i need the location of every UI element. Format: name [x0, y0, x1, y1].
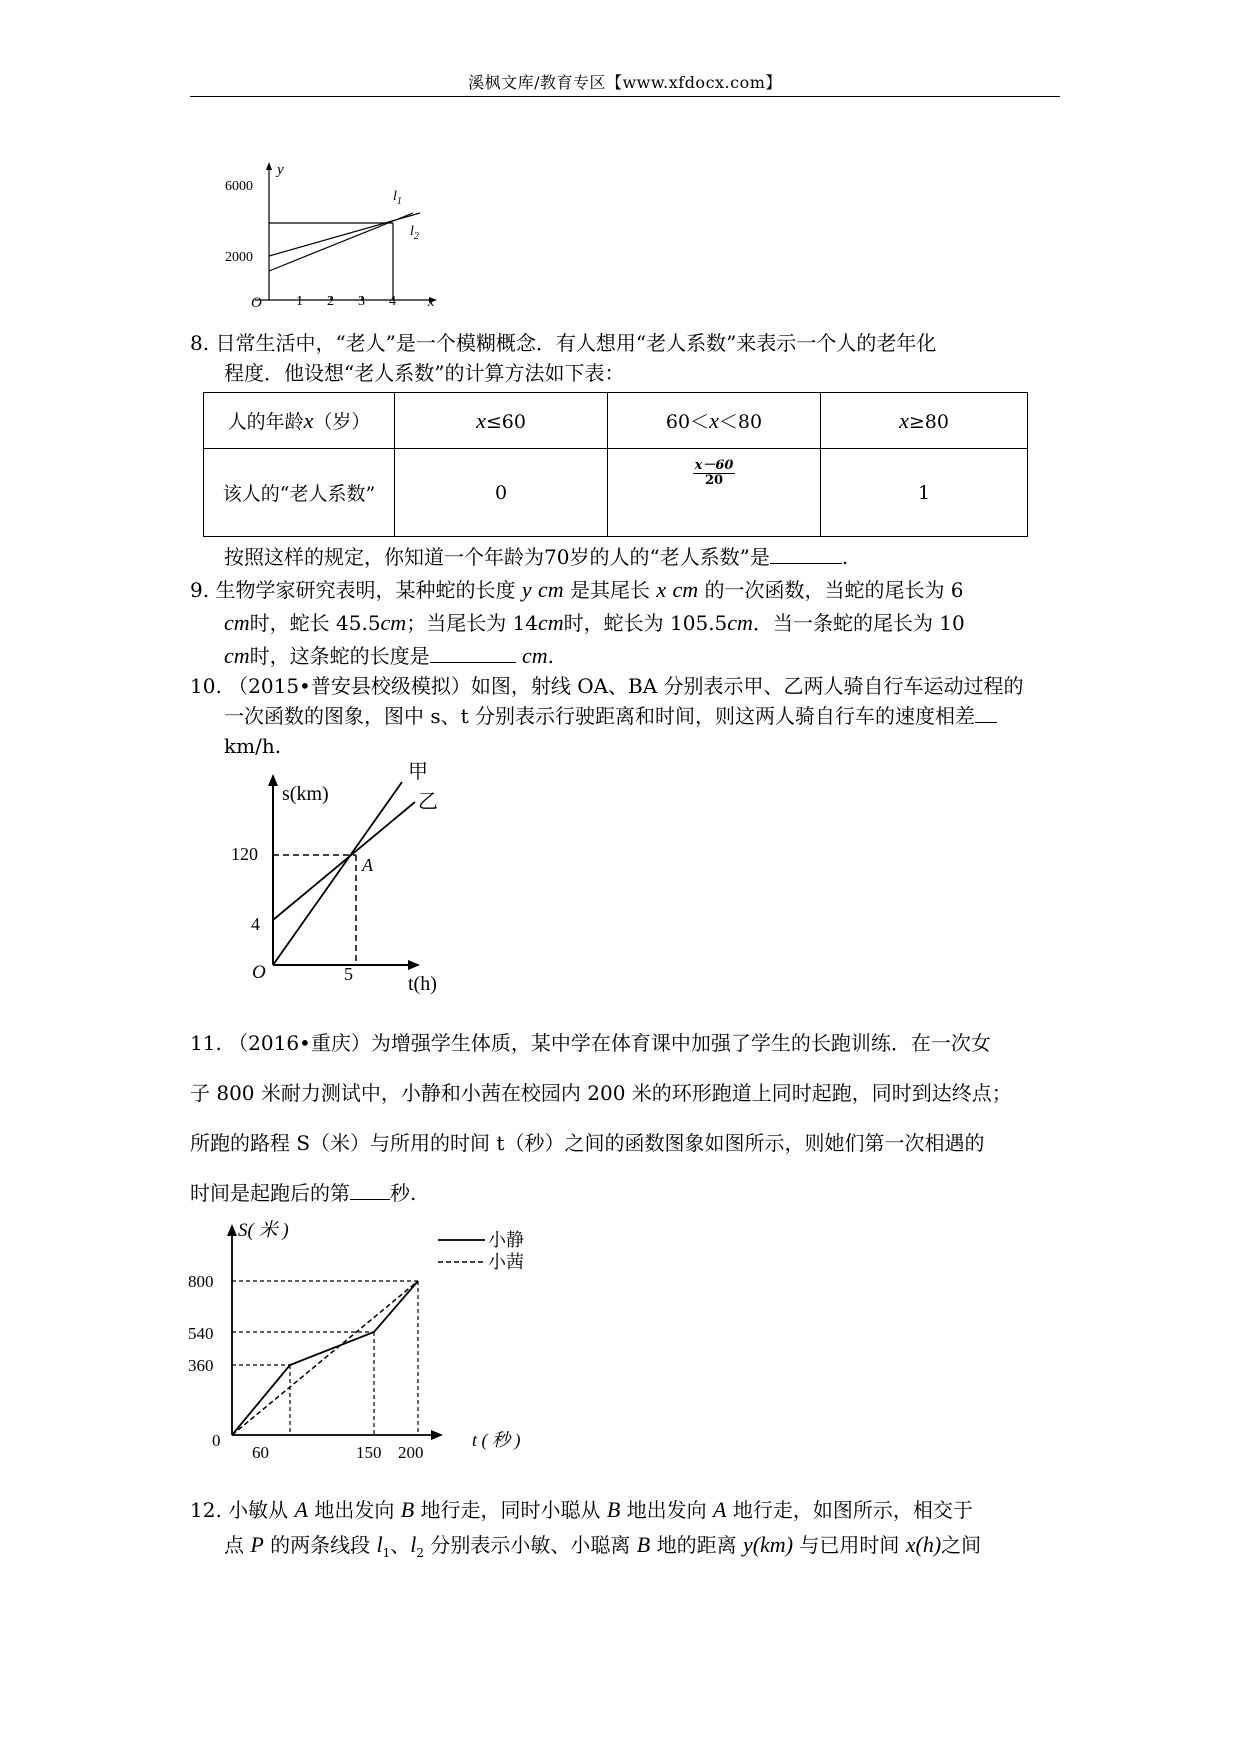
- legend-dashed-label: 小茜: [488, 1252, 524, 1272]
- question-8-answer-line: 按照这样的规定，你知道一个年龄为70岁的人的“老人系数”是 .: [224, 545, 849, 569]
- x-tick-label: 150: [356, 1443, 382, 1462]
- question-text: 8. 日常生活中，“老人”是一个模糊概念．有人想用“老人系数”来表示一个人的老年化: [190, 331, 937, 355]
- y-tick-label: 360: [188, 1356, 214, 1375]
- question-text: km/h.: [224, 734, 282, 758]
- question-text: 11. （2016•重庆）为增强学生体质，某中学在体育课中加强了学生的长跑训练．在一次女: [190, 1031, 991, 1055]
- x-tick-label: 3: [358, 294, 365, 309]
- x-axis-arrow: [431, 1430, 443, 1440]
- table-header-cell: x≤60: [395, 393, 608, 449]
- legend-solid-label: 小静: [488, 1230, 524, 1250]
- table-row: [204, 449, 1028, 537]
- x-tick-label: 1: [296, 294, 303, 309]
- old-age-coefficient-table: [203, 392, 1028, 537]
- series-xiaoqian-dashed: [232, 1281, 418, 1435]
- y-axis-label: S( 米 ): [238, 1220, 289, 1241]
- header-divider: [190, 96, 1060, 97]
- y-axis-label: s(km): [282, 783, 329, 805]
- question-8: [190, 328, 1060, 388]
- table-cell: 1: [821, 449, 1028, 537]
- figure-linear-lines-l1-l2: [225, 160, 445, 310]
- y-tick-label: 800: [188, 1272, 214, 1291]
- figure-running-distance-time: [188, 1210, 550, 1462]
- x-tick-label: 4: [389, 294, 396, 309]
- x-axis-label: t ( 秒 ): [472, 1430, 521, 1450]
- line-yi-label: 乙: [418, 791, 438, 813]
- point-A-label: A: [362, 855, 373, 875]
- y-tick-label: 540: [188, 1324, 214, 1343]
- answer-blank[interactable]: [430, 642, 516, 663]
- page-header: 溪枫文库/教育专区【www.xfdocx.com】: [468, 73, 782, 92]
- line-l1-label: $l_1$: [393, 189, 402, 207]
- table-header-cell: 60＜x＜80: [608, 393, 821, 449]
- answer-blank[interactable]: [975, 702, 997, 723]
- line-l2: [269, 213, 413, 271]
- question-text: 10. （2015•普安县校级模拟）如图，射线 OA、BA 分别表示甲、乙两人骑自行车运动过程的: [190, 674, 1024, 698]
- x-axis-label: x: [428, 295, 435, 310]
- y-axis-label: y: [277, 162, 284, 178]
- y-tick-label: 4: [251, 914, 260, 934]
- table-header-cell: x≥80: [821, 393, 1028, 449]
- answer-blank[interactable]: [770, 543, 842, 564]
- question-text: 子 800 米耐力测试中，小静和小茜在校园内 200 米的环形跑道上同时起跑，同时到达终点；: [190, 1081, 1012, 1105]
- table-row: [204, 393, 1028, 449]
- x-axis-label: t(h): [408, 973, 437, 995]
- x-tick-label: 5: [344, 964, 353, 984]
- y-tick-label: 2000: [225, 250, 253, 265]
- question-text: 程度．他设想“老人系数”的计算方法如下表：: [224, 361, 625, 385]
- question-text: 所跑的路程 S（米）与所用的时间 t（秒）之间的函数图象如图所示，则她们第一次相遇的: [190, 1131, 985, 1155]
- origin-label: O: [251, 295, 262, 311]
- figure-cyclists-distance-time: [231, 760, 460, 1000]
- ray-BA-yi: [273, 802, 415, 920]
- x-tick-label: 200: [398, 1443, 424, 1462]
- question-11: 11. （2016•重庆）为增强学生体质，某中学在体育课中加强了学生的长跑训练．在一次女 子 800 米耐力测试中，小静和小茜在校园内 200 米的环形跑道上同时起跑，同时到达终点； 所跑的路程 S（米）与所用的时间 t（秒）之间的函数图象如图所示，则她们第一次相遇的 时间是起跑后的第 秒.: [190, 1028, 1060, 1208]
- question-9: 9. 生物学家研究表明，某种蛇的长度 y cm 是其尾长 x cm 的一次函数，当蛇的尾长为 6 cm时，蛇长 45.5cm；当尾长为 14cm时，蛇长为 105.5cm．当一条蛇的尾长为 10 cm时，这条蛇的长度是 cm.: [190, 577, 965, 668]
- origin-label: O: [252, 962, 266, 983]
- y-tick-label: 120: [231, 844, 258, 864]
- fraction: $\frac{x-60}{20}$: [694, 458, 734, 489]
- question-10: 10. （2015•普安县校级模拟）如图，射线 OA、BA 分别表示甲、乙两人骑自行车运动过程的 一次函数的图象，图中 s、t 分别表示行驶距离和时间，则这两人骑自行车的速度相差 km/h.: [190, 671, 1060, 761]
- origin-label: 0: [212, 1431, 221, 1450]
- table-cell: [608, 449, 821, 537]
- question-12: 12. 小敏从 A 地出发向 B 地行走，同时小聪从 B 地出发向 A 地行走，如图所示，相交于 点 P 的两条线段 $l_1$、$l_2$ 分别表示小敏、小聪离 B 地的距离 y(km) 与已用时间 x(h)之间: [190, 1497, 982, 1561]
- x-tick-label: 2: [327, 294, 334, 309]
- line-jia-label: 甲: [408, 761, 428, 783]
- table-cell: 该人的“老人系数”: [204, 449, 395, 537]
- x-tick-label: 60: [252, 1443, 269, 1462]
- line-l2-label: $l_2$: [410, 224, 419, 242]
- table-cell: 0: [395, 449, 608, 537]
- y-axis-arrow: [266, 162, 272, 170]
- ray-OA-jia: [273, 782, 402, 965]
- x-axis-arrow: [408, 960, 420, 970]
- y-axis-arrow: [268, 774, 278, 786]
- table-header-cell: 人的年龄x（岁）: [204, 393, 395, 449]
- y-axis-arrow: [227, 1224, 237, 1236]
- answer-blank[interactable]: [350, 1179, 390, 1200]
- y-tick-label: 6000: [225, 179, 253, 194]
